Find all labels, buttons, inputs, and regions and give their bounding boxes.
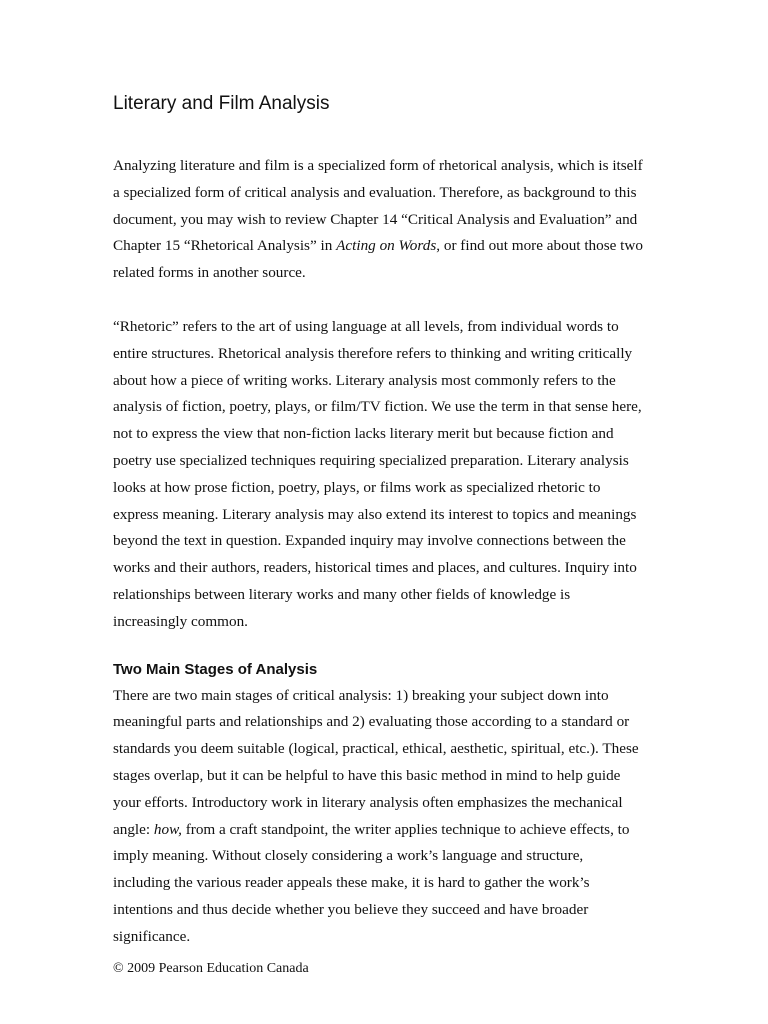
copyright-footer: © 2009 Pearson Education Canada xyxy=(113,961,309,976)
section-heading: Two Main Stages of Analysis xyxy=(113,660,318,678)
book-title-italic: Acting on Words xyxy=(336,237,437,255)
intro-text-end: , or find out more about those two related forms in another source. xyxy=(113,237,643,282)
document-body xyxy=(113,90,643,951)
stages-text-start: There are two main stages of critical analysis: 1) breaking your subject down into meaningful parts and relationships and 2) evaluating those according to a standard or standards you deem suitable (logical, practical, ethical, aesthetic, spiritual, etc.). These stages overlap, but it can be helpful to have this basic method in mind to help guide your efforts. Introductory work in literary analysis often emphasizes the mechanical angle: xyxy=(113,686,639,838)
stages-paragraph xyxy=(113,683,643,951)
intro-paragraph xyxy=(113,153,643,287)
stages-text-end: from a craft standpoint, the writer applies technique to achieve effects, to imply meaning. Without closely considering a work’s language and structure, including the various reader appeals these make, it is hard to gather the work’s intentions and thus decide whether you believe they succeed and have broader significance. xyxy=(113,820,630,945)
rhetoric-paragraph: “Rhetoric” refers to the art of using language at all levels, from individual words to entire structures. Rhetorical analysis therefore refers to thinking and writing critically about how a piece of writing works. Literary analysis most commonly refers to the analysis of fiction, poetry, plays, or film/TV fiction. We use the term in that sense here, not to express the view that non-fiction lacks literary merit but because fiction and poetry use specialized techniques requiring specialized preparation. Literary analysis looks at how prose fiction, poetry, plays, or films work as specialized rhetoric to express meaning. Literary analysis may also extend its interest to topics and meanings beyond the text in question. Expanded inquiry may involve connections between the works and their authors, readers, historical times and places, and cultures. Inquiry into relationships between literary works and many other fields of knowledge is increasingly common. xyxy=(113,317,642,630)
how-italic: how, xyxy=(153,820,182,838)
intro-text-start: Analyzing literature and film is a specialized form of rhetorical analysis, which is itself a specialized form of critical analysis and evaluation. Therefore, as background to this document, you may wish to review Chapter 14 “Critical Analysis and Evaluation” and Chapter 15 “Rhetorical Analysis” in xyxy=(113,157,643,255)
page-title: Literary and Film Analysis xyxy=(113,93,330,114)
